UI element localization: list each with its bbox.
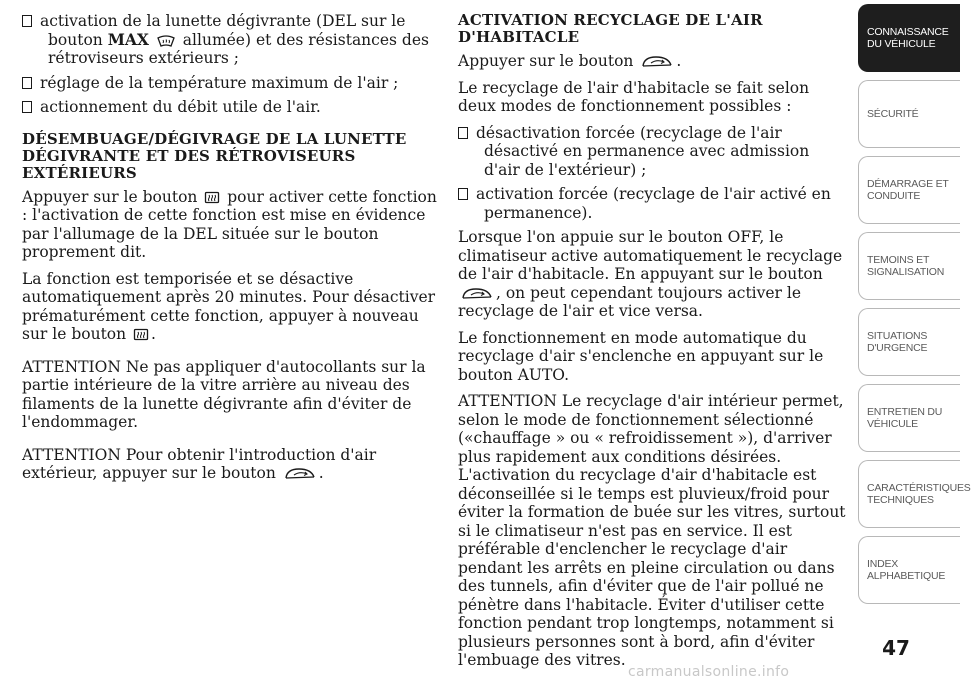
bullet-item: désactivation forcée (recyclage de l'air désactivé en permanence avec admission d'air de l'extérieur) ;	[458, 124, 846, 180]
paragraph: Le fonctionnement en mode automatique du recyclage d'air s'enclenche en appuyant sur le bouton AUTO.	[458, 328, 824, 384]
left-column	[22, 12, 440, 491]
warning-paragraph: ATTENTION Le recyclage d'air intérieur permet, selon le mode de fonctionnement sélectionné («chauffage » ou « refroidissement »), d'arriver plus rapidement aux conditions désirées. L'activation du recyclage d'air d'habitacle est déconseillée si le temps est pluvieux/froid pour éviter la formation de buée sur les vitres, surtout si le climatiseur n'est pas en service. Il est préférable d'enclencher le recyclage d'air pendant les arrêts en pleine circulation ou dans des tunnels, afin d'éviter que de l'air pollué ne pénètre dans l'habitacle. Éviter d'utiliser cette fonction pendant trop longtemps, notamment si plusieurs personnes sont à bord, afin d'éviter l'embuage des vitres.	[458, 392, 846, 669]
tab-index-alphabetique[interactable]: INDEX ALPHABETIQUE	[858, 536, 960, 604]
tab-situations-d-urgence[interactable]: SITUATIONS D'URGENCE	[858, 308, 960, 376]
bullet-item: activation de la lunette dégivrante (DEL sur le bouton MAX allumée) et des résistances des rétroviseurs extérieurs ;	[22, 12, 440, 68]
tab-entretien-du-vehicule[interactable]: ENTRETIEN DU VÉHICULE	[858, 384, 960, 452]
checkbox-bullet-icon	[458, 188, 468, 200]
paragraph: Appuyer sur le bouton pour activer cette fonction : l'activation de cette fonction est mise en évidence par l'allumage de la DEL située sur le bouton proprement dit.	[22, 187, 437, 261]
checkbox-bullet-icon	[22, 101, 32, 113]
air-recirculation-icon	[283, 466, 317, 482]
rear-window-defrost-icon	[204, 190, 220, 206]
tab-demarrage-et-conduite[interactable]: DÉMARRAGE ET CONDUITE	[858, 156, 960, 224]
paragraph: Appuyer sur le bouton .	[458, 52, 682, 70]
tab-temoins-et-signalisation[interactable]: TEMOINS ET SIGNALISATION	[858, 232, 960, 300]
right-column	[458, 12, 846, 678]
rear-window-defrost-icon	[133, 327, 149, 343]
warning-paragraph: ATTENTION Pour obtenir l'introduction d'air extérieur, appuyer sur le bouton .	[22, 445, 377, 482]
paragraph: La fonction est temporisée et se désactive automatiquement après 20 minutes. Pour désactiver prématurément cette fonction, appuyer à nouveau sur le bouton .	[22, 269, 436, 343]
paragraph: Le recyclage de l'air d'habitacle se fait selon deux modes de fonctionnement possibles :	[458, 78, 810, 115]
tab-caracteristiques-techniques[interactable]: CARACTÉRISTIQUES TECHNIQUES	[858, 460, 960, 528]
warning-paragraph: ATTENTION Ne pas appliquer d'autocollants sur la partie intérieure de la vitre arrière au niveau des filaments de la lunette dégivrante afin d'éviter de l'endommager.	[22, 357, 426, 431]
checkbox-bullet-icon	[22, 77, 32, 89]
checkbox-bullet-icon	[22, 15, 32, 27]
page-number: 47	[882, 636, 910, 660]
paragraph: Lorsque l'on appuie sur le bouton OFF, le climatiseur active automatiquement le recyclage de l'air d'habitacle. En appuyant sur le bouton , on peut cependant toujours activer le recyclage de l'air et vice versa.	[458, 228, 843, 320]
tab-securite[interactable]: SÉCURITÉ	[858, 80, 960, 148]
air-recirculation-icon	[460, 286, 494, 302]
bullet-item: actionnement du débit utile de l'air.	[22, 98, 440, 117]
watermark: carmanualsonline.info	[628, 664, 790, 680]
max-label: MAX	[107, 29, 149, 49]
windshield-defrost-icon	[156, 33, 176, 49]
bullet-item: activation forcée (recyclage de l'air activé en permanence).	[458, 185, 846, 222]
tab-connaissance-du-vehicule[interactable]: CONNAISSANCE DU VÉHICULE	[858, 4, 960, 72]
checkbox-bullet-icon	[458, 127, 468, 139]
section-heading-defrost: DÉSEMBUAGE/DÉGIVRAGE DE LA LUNETTE DÉGIVRANTE ET DES RÉTROVISEURS EXTÉRIEURS	[22, 129, 407, 182]
air-recirculation-icon	[640, 54, 674, 70]
bullet-item: réglage de la température maximum de l'air ;	[22, 74, 440, 93]
section-heading-recirculation: ACTIVATION RECYCLAGE DE L'AIR D'HABITACLE	[458, 11, 763, 46]
chapter-tabs	[858, 0, 971, 686]
